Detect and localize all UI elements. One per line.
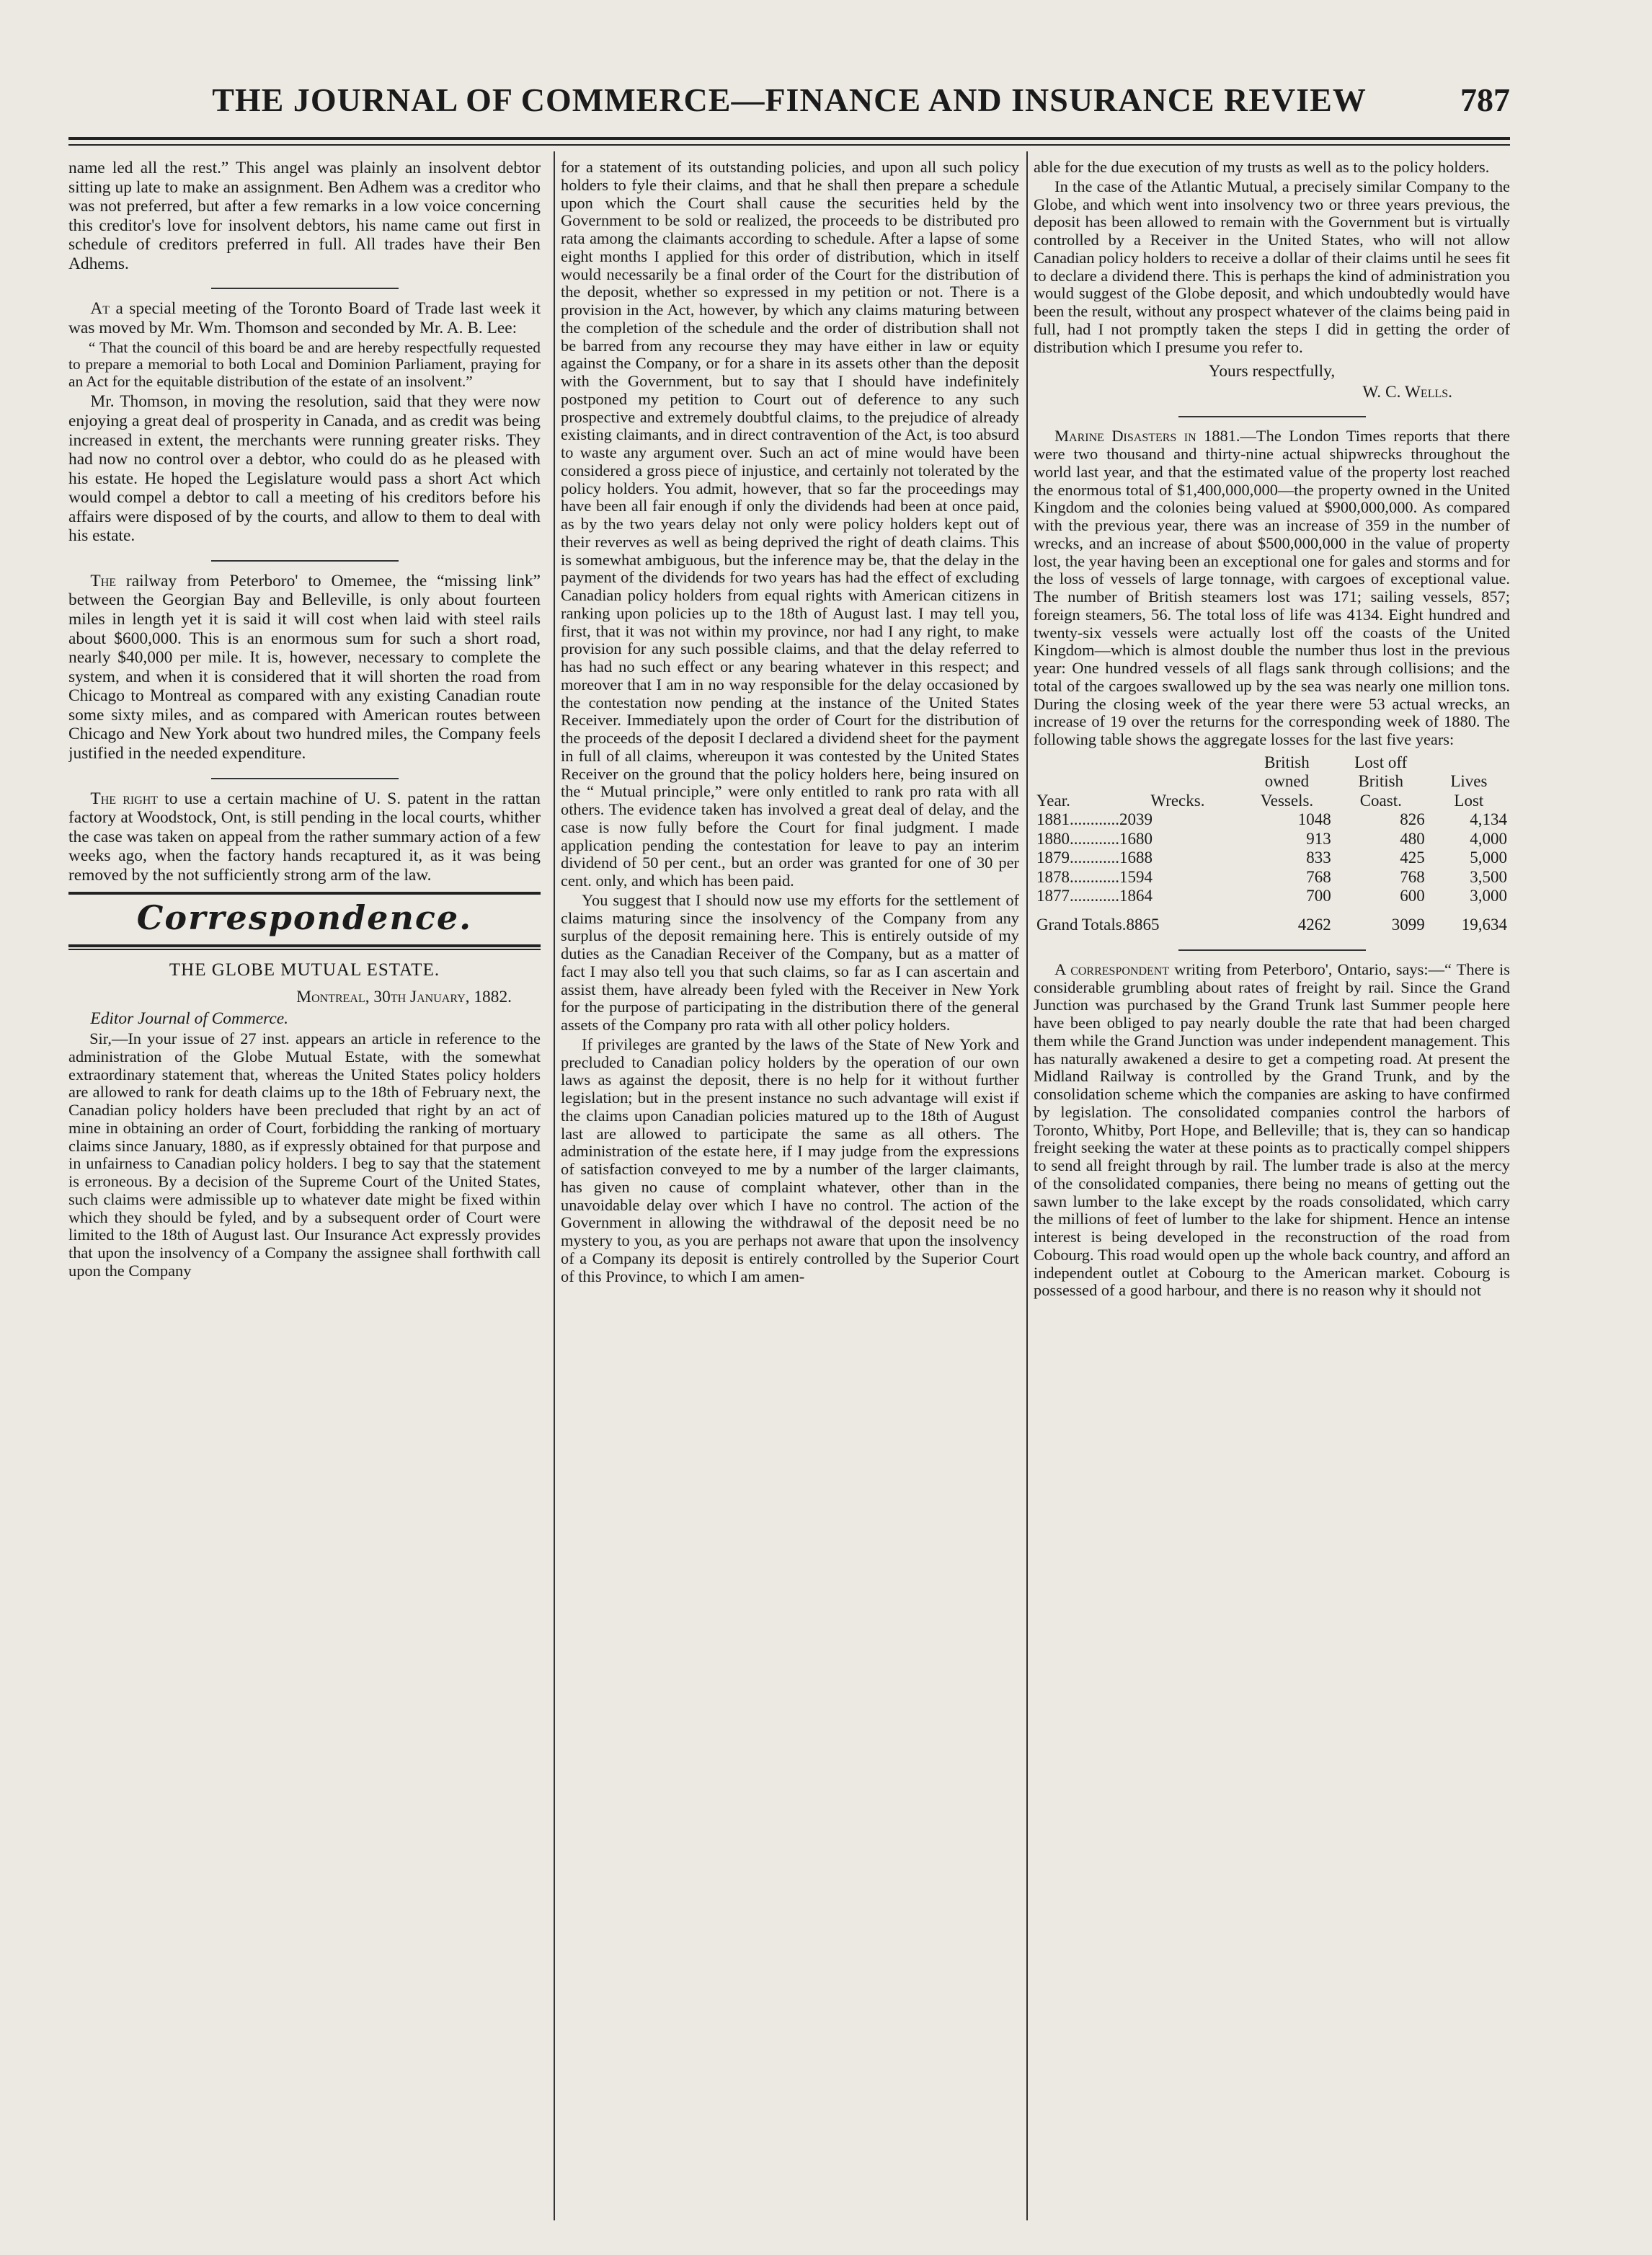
table-cell: 913 (1306, 829, 1331, 848)
table-cell: 425 (1400, 849, 1425, 867)
paragraph: Mr. Thomson, in moving the resolution, said that they were now enjoying a great deal of prosperity in Canada, and as credit was being increased in extent, the merchants were running greater risks. They had now no control over a debtor, who could do as he pleased with his estate. He hoped the Legislature would pass a short Act which would compel a debtor to call a meeting of his creditors before his affairs were disposed of by the courts, and allow to them to deal with his estate. (68, 392, 541, 546)
paragraph-body: to use a certain machine of U. S. patent in the rattan factory at Woodstock, Ont, is still pending in the local courts, whither the case was taken on appeal from the rather summary action of a few weeks ago, when the factory hands recaptured it, as it was being removed by the not sufficiently strong arm of the law. (68, 789, 541, 885)
table-header-cell (1034, 753, 1116, 772)
letter-paragraph: Sir,—In your issue of 27 inst. appears an article in reference to the administration of the Globe Mutual Estate, with the somewhat extraordinary statement that, whereas the United States policy holders are allowed to rank for death claims up to the 18th of February next, the Canadian policy holders have been precluded that right by an act of mine in obtaining an order of Court, forbidding the ranking of mortuary claims since January, 1880, as if expressly obtained for that purpose and in unfairness to Canadian policy holders. I beg to say that the statement is erroneous. By a decision of the Supreme Court of the United States, such claims were admissible up to whatever date might be fixed within which they should be fyled, and by a subsequent order of Court were limited to the 18th of August last. Our Insurance Act expressly provides that upon the insolvency of a Company the assignee shall forthwith call upon the Company (68, 1029, 541, 1280)
table-row (1034, 868, 1510, 887)
table-cell: 1048 (1297, 810, 1331, 829)
section-rule-thin (68, 949, 541, 950)
page-number: 787 (1460, 81, 1510, 118)
separator-rule (211, 288, 399, 289)
table-header-cell: Lives (1450, 772, 1488, 791)
table-header-cell: Lost off (1354, 753, 1408, 771)
table-cell: 3099 (1391, 916, 1425, 934)
paragraph-lead: The (90, 571, 117, 590)
table-cell: 19,634 (1461, 916, 1507, 934)
paragraph-body: writing from Peterboro', Ontario, says:—“ There is considerable grumbling about rates of freight by rail. Since the Grand Junction was purchased by the Grand Trunk last Summer people here have been obliged to pay nearly double the rate that had been charged them while the Grand Junction was under independent management. This has naturally awakened a desire to get a competing road. At present the Midland Railway is controlled by the Grand Trunk, and by the consolidation scheme which the companies are asking to have confirmed by legislation. The consolidated companies control the harbors of Toronto, Whitby, Port Hope, and Belleville; that is, they can so handicap freight seeking the water at these points as to practically compel shippers to send all freight through by rail. The lumber trade is also at the mercy of the consolidated companies, there being no means of getting out the sawn lumber to the lake except by the roads consolidated, which carry the millions of feet of lumber to the lake for shipment. Hence an intense interest is being developed in the reconstruction of the road from Cobourg. This road would open up the whole back country, and afford an independent outlet at Cobourg to the American market. Cobourg is possessed of a good harbour, and there is no reason why it should not (1034, 960, 1510, 1300)
table-cell: 833 (1306, 849, 1331, 867)
header-rule (68, 137, 1510, 140)
table-header-row (1034, 792, 1510, 810)
table-cell: 4,000 (1470, 829, 1507, 848)
separator-rule (1178, 416, 1366, 417)
table-cell: 768 (1400, 867, 1425, 886)
table-total-row (1034, 905, 1510, 934)
table-header-cell: British (1264, 753, 1310, 771)
table-cell: 5,000 (1470, 849, 1507, 867)
separator-rule (1178, 949, 1366, 951)
table-header-cell: Year. (1036, 791, 1070, 810)
shipwreck-losses-table (1034, 753, 1510, 935)
table-cell: 1878............1594 (1036, 867, 1153, 886)
table-row (1034, 830, 1510, 849)
table-cell: 600 (1400, 886, 1425, 905)
table-header-cell (1034, 772, 1116, 791)
table-header-row (1034, 753, 1510, 772)
paragraph (1034, 427, 1510, 749)
letter-paragraph: for a statement of its outstanding policies, and upon all such policy holders to fyle their claims, and that he shall then prepare a schedule upon which the Court shall cause the securities held by the Government to be sold or realized, the proceeds to be distributed pro rata among the claimants according to schedule. After a lapse of some eight months I applied for this order of distribution, which in itself would necessarily be a final order of the Court for the distribution of the deposit, whether so expressed in my petition or not. There is a provision in the Act, however, by which any claims maturing between the completion of the schedule and the order of distribution shall not be barred from any recourse they may have either in law or equity against the Company, or for a share in its assets other than the deposit with the Government, but to say that I should have indefinitely postponed my petition to Court out of deference to any such prospective and extremely doubtful claims, to the prejudice of already existing claimants, and in direct contravention of the Act, is too absurd to waste any argument over. Such an act of mine would have been considered a gross piece of injustice, and certainly not tolerated by the policy holders. You admit, however, that so far the proceedings may have been all fair enough if only the dividends had been at once paid, as by the two years delay not only were policy holders kept out of their reverves as well as being deprived the right of death claims. This is somewhat ambiguous, but the inference may be, that the delay in the payment of the dividends for two years has had the effect of excluding Canadian policy holders from equal rights with American citizens in ranking upon policies up to the 18th of August last. I may tell you, first, that it was not within my province, nor had I any right, to make provision for any such possible claims, and that the delay referred to has had no such effect or any bearing whatever in this respect; and moreover that I am in no way responsible for the delay occasioned by the contestation now pending at the instance of the United States Receiver. Immediately upon the order of Court for the distribution of the proceeds of the deposit I declared a dividend sheet for the payment in full of all claims, whereupon it was contested by the United States Receiver on the ground that the policy holders here, being insured on the “ Mutual principle,” were only entitled to rank pro rata with all others. The evidence taken has involved a great deal of delay, and the case is now fully before the Court for final judgment. I made application pending the contestation for leave to pay an interim dividend of 50 per cent., but an order was granted for one of 30 per cent. only, and which has been paid. (561, 159, 1019, 890)
resolution-quote: “ That the council of this board be and are hereby respectfully requested to prepare a memorial to both Local and Dominion Parliament, praying for an Act for the equitable distribution of the estate of an insolvent.” (68, 338, 541, 391)
journal-title: THE JOURNAL OF COMMERCE—FINANCE AND INSURANCE REVIEW (212, 81, 1367, 118)
table-cell: Grand Totals.8865 (1036, 916, 1160, 934)
column-divider (554, 151, 555, 2220)
table-header-cell (1428, 753, 1510, 772)
dateline: Montreal, 30th January, 1882. (296, 987, 512, 1006)
letter-paragraph: able for the due execution of my trusts as well as to the policy holders. (1034, 159, 1490, 176)
table-cell: 3,500 (1470, 867, 1507, 886)
paragraph (68, 299, 541, 337)
table-cell: 768 (1306, 867, 1331, 886)
table-cell: 1880............1680 (1036, 829, 1153, 848)
table-cell: 4262 (1297, 916, 1331, 934)
letter-paragraph: You suggest that I should now use my efforts for the settlement of claims maturing since the insolvency of the Company from any surplus of the deposit remaining here. This is entirely outside of my duties as the Canadian Receiver of the Company, but as a matter of fact I may also tell you that such claims, so far as I can ascertain and assist them, have already been fyled with the Receiver in New York for the purpose of participating in the distribution there of the general assets of the Company pro rata with all other policy holders. (561, 890, 1019, 1034)
table-cell: 826 (1400, 810, 1425, 829)
table-header-cell: British (1358, 772, 1404, 791)
editor-salutation: Editor Journal of Commerce. (90, 1009, 288, 1029)
column-divider (1026, 151, 1028, 2220)
column-2 (561, 159, 1019, 2220)
paragraph-lead: Marine Disasters in 1881. (1054, 427, 1240, 446)
table-header-cell: Wrecks. (1150, 791, 1205, 810)
table-cell: 700 (1306, 886, 1331, 905)
paragraph-body: a special meeting of the Toronto Board of Trade last week it was moved by Mr. Wm. Thomson and seconded by Mr. A. B. Lee: (68, 299, 541, 337)
table-header-cell: owned (1264, 772, 1310, 791)
page-header (68, 81, 1510, 131)
table-row (1034, 887, 1510, 905)
table-cell: 1877............1864 (1036, 886, 1153, 905)
paragraph: name led all the rest.” This angel was plainly an insolvent debtor sitting up late to make an assignment. Ben Adhem was a creditor who was not preferred, but after a few remarks in a low voice concerning this creditor's love for insolvent debtors, his name came out first in schedule of creditors preferred in full. All trades have their Ben Adhems. (68, 159, 541, 273)
paragraph (68, 572, 541, 763)
table-header-cell: Vessels. (1260, 791, 1314, 810)
table-cell: 1881............2039 (1036, 810, 1153, 829)
table-cell: 3,000 (1470, 886, 1507, 905)
table-header-cell (1116, 753, 1240, 772)
table-header-row (1034, 772, 1510, 791)
separator-rule (211, 560, 399, 562)
table-row (1034, 849, 1510, 867)
section-heading: Correspondence. (136, 898, 473, 938)
table-cell: 4,134 (1470, 810, 1507, 829)
paragraph (1034, 961, 1510, 1300)
section-rule (68, 944, 541, 947)
paragraph-lead: A correspondent (1054, 960, 1170, 978)
paragraph-lead: The right (90, 789, 159, 808)
paragraph-body: railway from Peterboro' to Omemee, the “missing link” between the Georgian Bay and Belleville, is only about fourteen miles in length yet it is said it will cost when laid with steel rails about $600,000. This is an enormous sum for such a short road, nearly $40,000 per mile. It is, however, necessary to complete the system, and when it is considered that it will shorten the road from Chicago to Montreal as compared with any existing Canadian route some sixty miles, and as compared with American routes between Chicago and New York about two hundred miles, the Company feels justified in the needed expenditure. (68, 571, 541, 763)
table-row (1034, 810, 1510, 829)
paragraph (68, 789, 541, 885)
letter-paragraph: In the case of the Atlantic Mutual, a precisely similar Company to the Globe, and which went into insolvency two or three years previous, the deposit has been allowed to remain with the Government but is virtually controlled by a Receiver in the United States, who will not allow Canadian policy holders to receive a dollar of their claims until he sees fit to declare a dividend there. This is perhaps the kind of administration you would suggest of the Globe deposit, and which undoubtedly would have been the result, without any prospect whatever of the claims being paid in full, had I not promptly taken the steps I did in getting the order of distribution which I presume you refer to. (1034, 177, 1510, 356)
article-title: THE GLOBE MUTUAL ESTATE. (169, 960, 440, 980)
table-header-cell: Coast. (1359, 791, 1402, 810)
table-cell: 1879............1688 (1036, 849, 1153, 867)
paragraph-body: —The London Times reports that there were two thousand and thirty-nine actual shipwrecks throughout the world last year, and that the estimated value of the property lost reached the enormous total of $1,400,000,000—the property owned in the United Kingdom and the colonies being valued at $900,000,000. As compared with the previous year, there was an increase of 359 in the number of wrecks, and an increase of about $500,000,000 in the value of property lost, the year having been an exceptional one for gales and storms and for the loss of vessels of large tonnage, with cargoes of exceptional value. The number of British steamers lost was 171; sailing vessels, 857; foreign steamers, 56. The total loss of life was 4134. Eight hundred and twenty-six vessels were actually lost off the coasts of the United Kingdom—which is almost double the number thus lost in the previous year: One hundred vessels of all flags sank through collisions; and the total of the cargoes swallowed up by the sea was nearly one million tons. During the closing week of the year there were 53 actual wrecks, an increase of 19 over the returns for the corresponding week of 1880. The following table shows the aggregate losses for the last five years: (1034, 427, 1510, 749)
table-cell: 480 (1400, 829, 1425, 848)
column-3 (1034, 159, 1510, 2220)
table-header-cell: Lost (1454, 791, 1484, 810)
header-rule-thin (68, 144, 1510, 146)
letter-paragraph: If privileges are granted by the laws of the State of New York and precluded to Canadian policy holders by the operation of our own laws as against the deposit, there is no help for it without further legislation; but in the present instance no such advantage will exist if the claims upon Canadian policies matured up to the 18th of August last are allowed to participate the same as all others. The administration of the estate here, if I may judge from the expressions of satisfaction conveyed to me by a number of the larger claimants, has given no cause of complaint whatever, other than in the unavoidable delay over which I have no control. The action of the Government in allowing the withdrawal of the deposit need be no mystery to you, as you are perhaps not aware that upon the insolvency of a Company its deposit is entirely controlled by the Superior Court of this Province, to which I am amen- (561, 1035, 1019, 1285)
letter-closing: Yours respectfully, (1208, 362, 1336, 381)
table-header-cell (1116, 772, 1240, 791)
section-rule (68, 892, 541, 895)
paragraph-lead: At (90, 299, 110, 319)
letter-signature: W. C. Wells. (1362, 382, 1452, 402)
column-1 (68, 159, 541, 2220)
separator-rule (211, 778, 399, 779)
